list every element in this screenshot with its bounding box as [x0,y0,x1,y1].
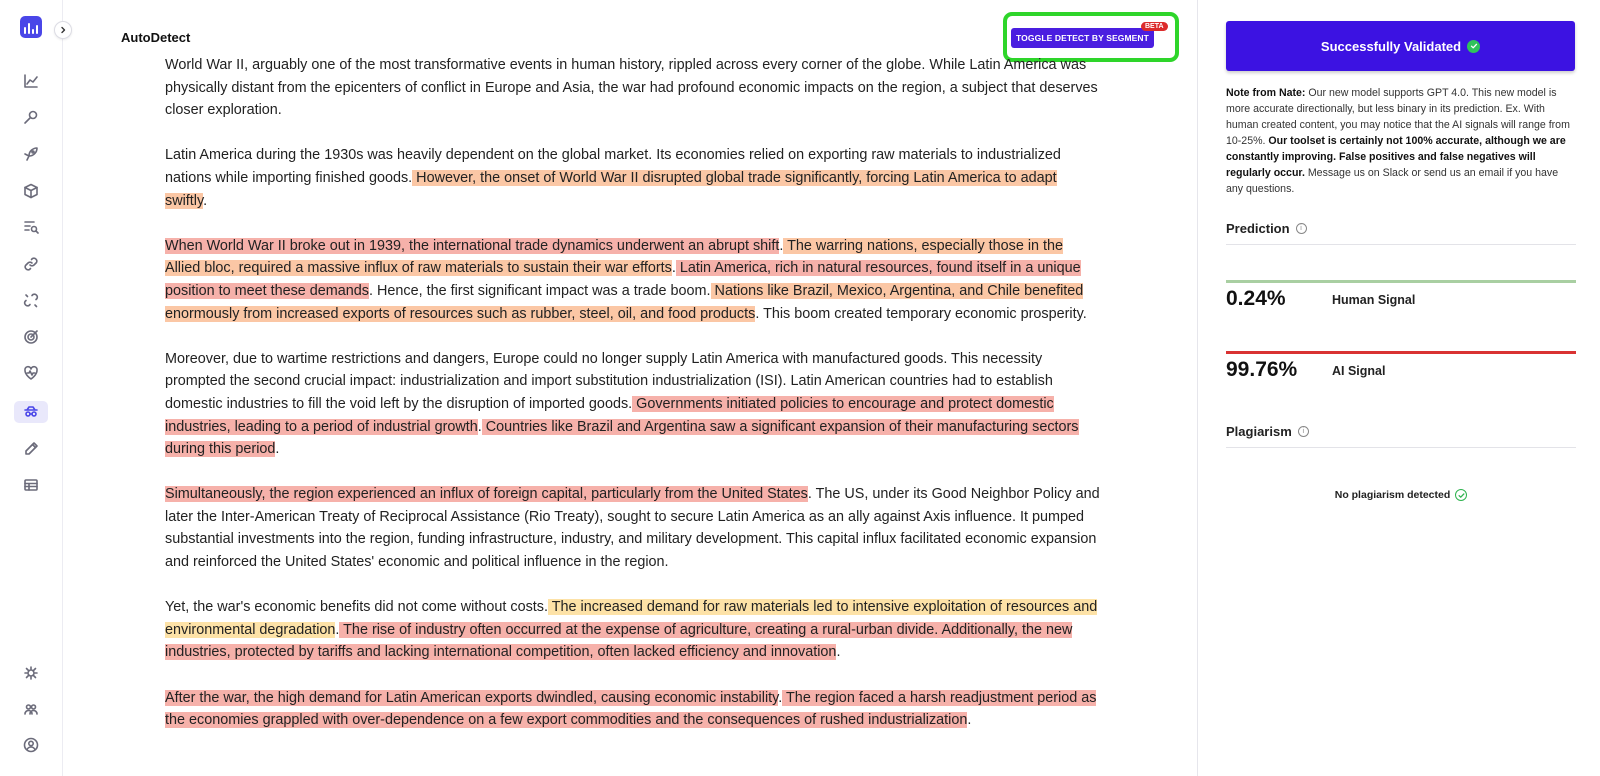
text-segment: . [778,689,783,706]
prediction-divider [1226,244,1576,245]
document-paragraph [165,348,1100,461]
text-segment: . [275,441,280,458]
sidebar-item-broken-link[interactable] [14,289,48,311]
sidebar-item-profile[interactable] [14,734,48,756]
sidebar-item-team[interactable] [14,698,48,720]
ai-highlighted-segment[interactable]: The increased demand for raw materials led to intensive exploitation of resources and environmental degradation [165,599,1098,638]
autodetect-icon [23,404,39,420]
text-segment: Moreover, due to wartime restrictions and dangers, Europe could no longer supply Latin America with manufactured goods. This necessity prompted the second crucial impact: industrialization and import substitution industrialization (ISI). Latin American countries had to establish domestic industries to fill the void left by the disruption of imported goods. [165,350,1053,412]
chevron-right-icon [59,26,67,34]
results-panel [1198,0,1600,776]
text-segment: World War II, arguably one of the most transformative events in human history, rippled across every corner of the globe. While Latin America was physically distant from the epicenters of conflict in Europe and Asia, the war had profound economic impacts on the region, a subject that deserves closer exploration. [165,57,1098,119]
toggle-detect-by-segment-button[interactable]: TOGGLE DETECT BY SEGMENT [1011,28,1154,48]
sidebar-item-list-search[interactable] [14,216,48,238]
text-segment: . [203,192,208,209]
cube-icon [23,183,39,199]
pencil-icon [23,441,39,457]
text-segment: . [836,644,841,661]
document-paragraph [165,144,1100,212]
ai-highlighted-segment[interactable]: Latin America, rich in natural resources, found itself in a unique position to meet these demands [165,260,1081,299]
search-icon [23,109,39,125]
validated-label: Successfully Validated [1320,38,1462,54]
note-bold-text: Our toolset is certainly not 100% accurate, although we are constantly improving. False positives and false negatives will regularly occur. [1226,135,1566,179]
text-segment: . [477,418,482,435]
plagiarism-title: Plagiarism [1226,424,1292,439]
sidebar-item-edit[interactable] [14,438,48,460]
rocket-icon [23,146,39,162]
ai-signal-bar [1226,351,1576,354]
document-paragraph [165,235,1100,325]
human-signal-label: Human Signal [1332,293,1416,307]
check-circle-icon [1455,489,1467,501]
heart-pulse-icon [23,365,39,381]
sidebar [0,0,63,776]
analytics-icon [23,73,39,89]
table-icon [23,477,39,493]
text-segment: Latin America during the 1930s was heavily dependent on the global market. Its economies relied on exporting raw materials to industrialized nations while importing finished goods. [165,147,1061,186]
text-segment: . [335,621,340,638]
prediction-title: Prediction [1226,221,1290,236]
human-signal-value: 0.24% [1226,287,1286,310]
ai-highlighted-segment[interactable]: The region faced a harsh readjustment period as the economies grappled with over-dependence on a few export commodities and the consequences of rushed industrialization [165,689,1097,729]
sidebar-item-cube[interactable] [14,180,48,202]
bug-icon [23,665,39,681]
sidebar-item-health[interactable] [14,362,48,384]
sidebar-item-search[interactable] [14,106,48,128]
document-text [165,54,1100,754]
note-from-nate [1226,85,1576,197]
text-segment: . [967,712,972,729]
link-icon [23,256,39,272]
info-icon[interactable]: i [1296,223,1307,234]
target-icon [23,329,39,345]
broken-link-icon [23,292,39,308]
ai-highlighted-segment[interactable]: Nations like Brazil, Mexico, Argentina, and Chile benefited enormously from increased exports of resources such as rubber, steel, oil, and food products [165,282,1084,322]
ai-signal-value: 99.76% [1226,358,1298,381]
no-plagiarism-text: No plagiarism detected [1334,489,1451,501]
sidebar-item-table[interactable] [14,474,48,496]
sidebar-item-debug[interactable] [14,662,48,684]
note-title: Note from Nate: [1226,87,1306,99]
ai-highlighted-segment[interactable]: However, the onset of World War II disrupted global trade significantly, forcing Latin America to adapt swiftly [165,169,1057,209]
logo-icon[interactable] [20,16,42,38]
plagiarism-divider [1226,447,1576,448]
user-icon [23,737,39,753]
sidebar-item-rocket[interactable] [14,143,48,165]
prediction-heading [1226,221,1307,236]
ai-highlighted-segment[interactable]: Governments initiated policies to encourage and protect domestic industries, leading to a period of industrial growth [165,395,1054,435]
text-segment: . [671,260,676,277]
note-text: Our new model supports GPT 4.0. This new model is more accurate directionally, but less binary in its prediction. Ex. With human created content, you may notice that the AI signals will range from 10-25%. [1226,87,1570,147]
sidebar-item-autodetect[interactable] [14,401,48,423]
main-content [64,0,1197,776]
note-end-text: Message us on Slack or send us an email if you have any questions. [1226,167,1559,195]
plagiarism-heading [1226,424,1309,439]
beta-badge: BETA [1141,22,1168,31]
ai-highlighted-segment[interactable]: When World War II broke out in 1939, the international trade dynamics underwent an abrupt shift [165,237,780,254]
ai-highlighted-segment[interactable]: The rise of industry often occurred at the expense of agriculture, creating a rural-urban divide. Additionally, the new industries, protected by tariffs and lacking international competition, often lacked efficiency and innovation [165,621,1073,661]
ai-highlighted-segment[interactable]: Countries like Brazil and Argentina saw a significant expansion of their manufacturing sectors during this period [165,418,1079,458]
ai-signal-label: AI Signal [1332,364,1386,378]
text-segment: . The US, under its Good Neighbor Policy and later the Inter-American Treaty of Reciprocal Assistance (Rio Treaty), sought to secure Latin America as an ally against Axis influence. It pumped substantial investments into the region, funding infrastructure, industry, and military development. This capital influx facilitated economic expansion and reinforced the United States' economic and political influence in the region. [165,486,1100,571]
human-signal-bar [1226,280,1576,283]
ai-highlighted-segment[interactable]: Simultaneously, the region experienced an influx of foreign capital, particularly from the United States [165,486,808,503]
bottom-fade [64,762,1197,776]
document-paragraph [165,596,1100,664]
no-plagiarism-status [1226,489,1576,501]
list-search-icon [23,219,39,235]
sidebar-item-target[interactable] [14,326,48,348]
text-segment: Yet, the war's economic benefits did not come without costs. [165,599,548,616]
sidebar-item-analytics[interactable] [14,70,48,92]
sidebar-item-link[interactable] [14,253,48,275]
info-icon[interactable]: i [1298,426,1309,437]
text-segment: . This boom created temporary economic prosperity. [755,305,1087,322]
text-segment: . [779,237,784,254]
validated-button[interactable] [1226,21,1575,71]
sidebar-expand-button[interactable] [54,21,72,39]
document-paragraph [165,54,1100,122]
check-circle-icon [1467,40,1480,53]
page-title: AutoDetect [121,30,191,45]
document-paragraph [165,483,1100,573]
ai-highlighted-segment[interactable]: The warring nations, especially those in the Allied bloc, required a massive influx of raw materials to sustain their war efforts [165,237,1064,277]
ai-highlighted-segment[interactable]: After the war, the high demand for Latin American exports dwindled, causing economic instability [165,689,779,706]
team-icon [23,701,39,717]
document-paragraph [165,687,1100,732]
text-segment: . Hence, the first significant impact was a trade boom. [369,282,711,299]
